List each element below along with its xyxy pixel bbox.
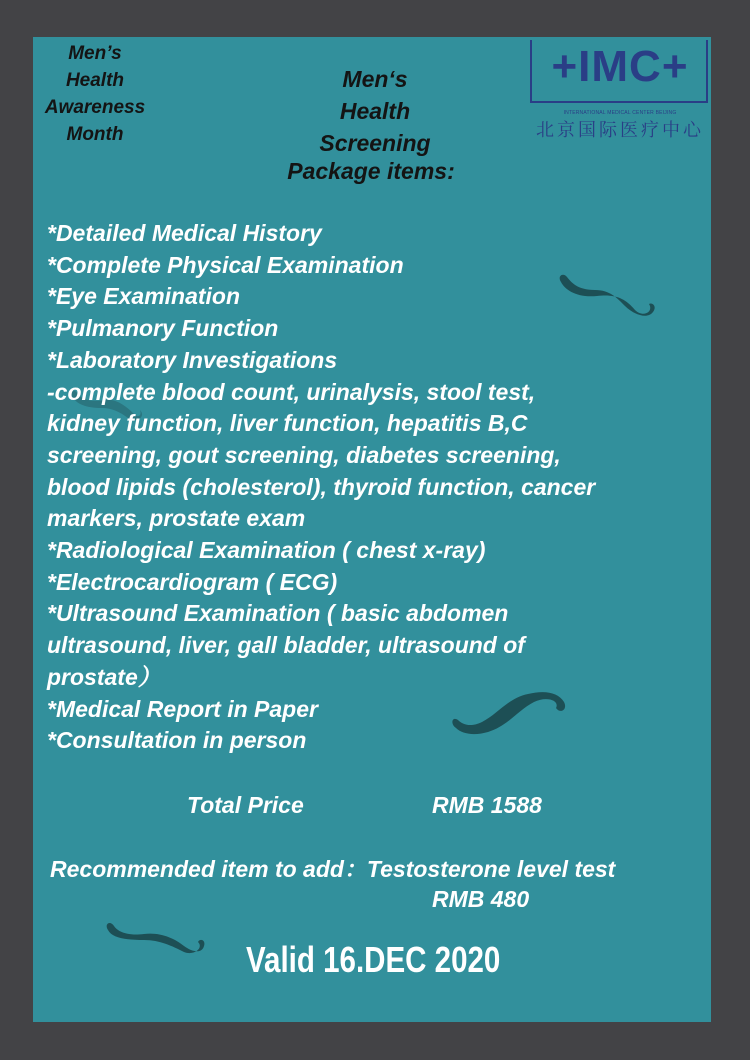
list-item: *Eye Examination bbox=[47, 283, 241, 310]
main-title-line: Health bbox=[339, 98, 411, 124]
list-item: *Radiological Examination ( chest x-ray) bbox=[47, 537, 486, 564]
total-price-value: RMB 1588 bbox=[432, 792, 542, 818]
logo-chinese-name: 北京国际医疗中心 bbox=[536, 120, 704, 141]
list-item: *Laboratory Investigations bbox=[47, 346, 338, 373]
logo-subtitle: INTERNATIONAL MEDICAL CENTER BEIJING bbox=[563, 110, 677, 116]
corner-title-line: Men’s bbox=[68, 43, 122, 64]
list-item: *Complete Physical Examination bbox=[47, 251, 404, 278]
recommended-item-label: Recommended item to add：Testosterone level test bbox=[50, 856, 616, 882]
list-item: *Detailed Medical History bbox=[47, 220, 322, 246]
list-item: blood lipids (cholesterol), thyroid function, cancer bbox=[47, 473, 596, 500]
corner-title-line: Health bbox=[65, 70, 125, 91]
corner-title-line: Awareness bbox=[44, 97, 146, 118]
list-item: *Consultation in person bbox=[47, 727, 307, 754]
mustache-icon bbox=[100, 918, 210, 966]
list-item: kidney function, liver function, hepatitis B,C bbox=[47, 410, 528, 437]
package-items-list bbox=[47, 218, 707, 757]
list-item: markers, prostate exam bbox=[47, 505, 306, 532]
corner-title-line: Month bbox=[66, 124, 124, 145]
total-price-label: Total Price bbox=[187, 792, 304, 818]
list-item: -complete blood count, urinalysis, stool test, bbox=[47, 378, 536, 405]
logo-mark: +IMC+ bbox=[551, 42, 689, 91]
imc-logo bbox=[530, 40, 710, 150]
awareness-month-title bbox=[30, 40, 160, 148]
list-item: ultrasound, liver, gall bladder, ultrasound of bbox=[47, 632, 525, 659]
list-item: screening, gout screening, diabetes screening, bbox=[47, 441, 561, 468]
recommended-item-price: RMB 480 bbox=[432, 886, 530, 912]
list-item: *Ultrasound Examination ( basic abdomen bbox=[47, 600, 509, 627]
main-title bbox=[270, 63, 480, 159]
main-title-line: Men‘s bbox=[342, 66, 408, 92]
package-subtitle: Package items: bbox=[287, 158, 455, 184]
list-item: *Medical Report in Paper bbox=[47, 695, 318, 722]
list-item: prostate） bbox=[47, 663, 161, 690]
list-item: *Electrocardiogram ( ECG) bbox=[47, 568, 338, 595]
valid-date: Valid 16.DEC 2020 bbox=[246, 939, 501, 980]
main-title-line: Screening bbox=[319, 130, 431, 156]
list-item: *Pulmanory Function bbox=[47, 315, 279, 342]
